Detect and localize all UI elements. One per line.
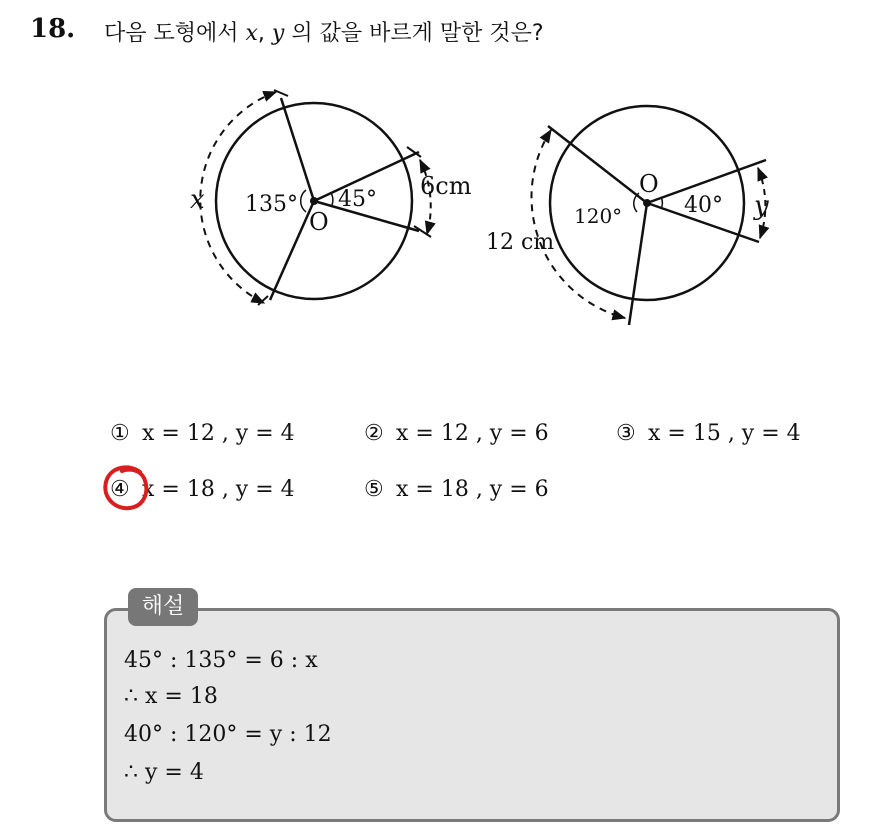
choice-2-text: x = 12 , y = 6 [396,421,549,446]
left-arc-large-label: x [190,185,205,215]
choice-5[interactable] [364,477,549,502]
choice-2[interactable] [364,421,549,446]
solution-line-2: ∴ x = 18 [124,684,218,709]
right-arc-large-label: 12 cm [486,230,555,255]
solution-line-4: ∴ y = 4 [124,760,204,785]
solution-tab: 해설 [128,588,198,626]
left-center-point [310,197,318,205]
variable-x: x [245,21,258,46]
left-angle-arc-small [331,193,333,207]
question-text-after: 의 값을 바르게 말한 것은? [284,21,544,46]
question-comma: , [257,21,272,46]
answer-circle-mark [100,462,152,514]
choice-5-text: x = 18 , y = 6 [396,477,549,502]
right-center-label: O [639,170,659,198]
choice-5-mark: ⑤ [364,477,384,502]
right-angle-large-label: 120° [574,204,623,228]
choice-3[interactable] [616,421,801,446]
left-arc-small-label: 6cm [420,172,472,200]
choice-3-text: x = 15 , y = 4 [648,421,801,446]
right-arc-small-label: y [754,191,769,221]
right-angle-small-label: 40° [684,193,723,218]
left-radius-1 [281,98,314,201]
right-radius-1 [548,126,647,203]
choice-4-mark: ④ [110,477,130,502]
solution-box [104,608,840,822]
question-number: 18. [30,14,76,44]
question-text-before: 다음 도형에서 [104,21,246,46]
left-angle-large-label: 135° [245,192,298,217]
choice-1-mark: ① [110,421,130,446]
right-center-point [643,199,651,207]
right-circle-figure [486,106,769,325]
solution-line-3: 40° : 120° = y : 12 [124,722,332,747]
solution-line-1: 45° : 135° = 6 : x [124,648,318,673]
left-circle-figure [190,90,472,305]
variable-y: y [271,21,285,46]
left-center-label: O [309,208,329,236]
choice-4-text: x = 18 , y = 4 [142,477,295,502]
choice-2-mark: ② [364,421,384,446]
choice-3-mark: ③ [616,421,636,446]
left-angle-small-label: 45° [338,187,377,212]
right-radius-4 [629,203,647,325]
answer-circle-stroke [105,467,146,508]
choice-1[interactable] [110,421,295,446]
choice-1-text: x = 12 , y = 4 [142,421,295,446]
figure-diagram [0,0,884,380]
left-angle-arc-large [301,190,306,212]
right-angle-arc-small [661,197,662,209]
